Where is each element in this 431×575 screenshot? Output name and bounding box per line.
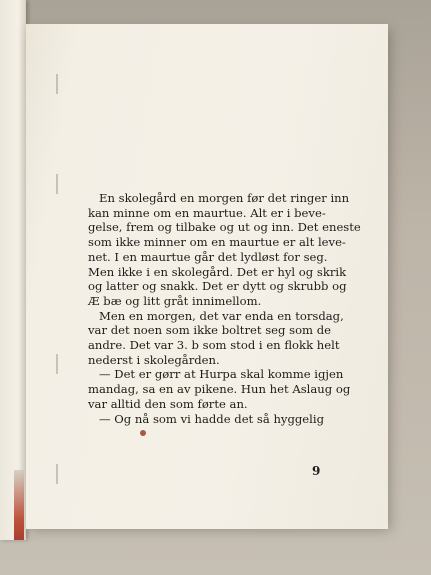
text-line: var det noen som ikke boltret seg som de [88, 323, 332, 338]
text-line: nederst i skolegården. [88, 352, 220, 367]
text-line: gelse, frem og tilbake og ut og inn. Det eneste [88, 220, 361, 235]
text-line: kan minne om en maurtue. Alt er i beve- [88, 205, 326, 220]
text-line: Men en morgen, det var enda en torsdag, [99, 308, 344, 323]
binding-stitch [56, 464, 58, 484]
text-line: Men ikke i en skolegård. Det er hyl og skrik [88, 264, 347, 279]
text-line: som ikke minner om en maurtue er alt leve- [88, 235, 346, 250]
binding-stitch [56, 354, 58, 374]
binding-stitch [56, 174, 58, 194]
page-text [88, 191, 361, 426]
text-line: og latter og snakk. Det er dytt og skrubb og [88, 279, 347, 294]
text-line: En skolegård en morgen før det ringer inn [99, 191, 350, 205]
text-line: net. I en maurtue går det lydløst for seg. [88, 249, 328, 264]
text-line: mandag, sa en av pikene. Hun het Aslaug og [88, 382, 351, 397]
text-line: — Det er gørr at Hurpa skal komme igjen [99, 367, 344, 382]
text-line: Æ bæ og litt gråt innimellom. [88, 293, 262, 308]
book-cover-edge [0, 0, 26, 540]
text-line: — Og nå som vi hadde det så hyggelig [99, 411, 325, 426]
text-line: andre. Det var 3. b som stod i en flokk helt [88, 338, 340, 353]
page-number: 9 [312, 464, 321, 478]
ink-stain [140, 430, 146, 436]
binding-stitch [56, 74, 58, 94]
text-line: var alltid den som førte an. [88, 396, 248, 411]
red-cover-corner [14, 470, 24, 540]
